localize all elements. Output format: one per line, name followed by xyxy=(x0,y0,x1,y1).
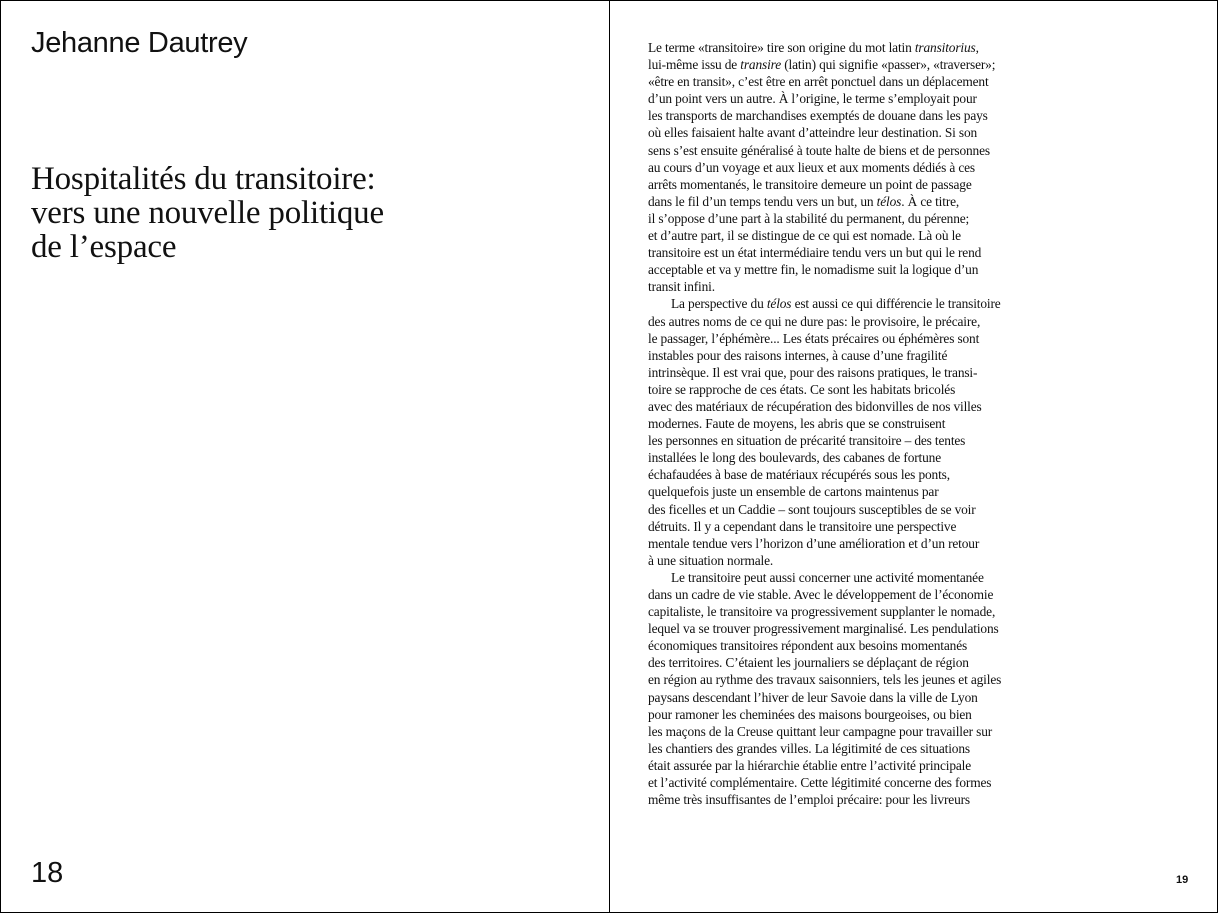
body-line: les personnes en situation de précarité transitoire – des tentes xyxy=(648,433,966,449)
body-line: acceptable et va y mettre fin, le nomadisme suit la logique d’un xyxy=(648,262,979,278)
body-line: installées le long des boulevards, des cabanes de fortune xyxy=(648,450,942,466)
body-line: lui-même issu de transire (latin) qui signifie «passer», «traverser»; xyxy=(648,57,996,73)
body-line: le passager, l’éphémère... Les états précaires ou éphémères sont xyxy=(648,330,980,346)
body-line: sens s’est ensuite généralisé à toute halte de biens et de personnes xyxy=(648,142,990,158)
body-line: détruits. Il y a cependant dans le transitoire une perspective xyxy=(648,518,957,534)
body-text xyxy=(648,39,1001,808)
body-line: même très insuffisantes de l’emploi précaire: pour les livreurs xyxy=(648,792,970,808)
body-line: au cours d’un voyage et aux lieux et aux moments dédiés à ces xyxy=(648,159,975,175)
body-line: modernes. Faute de moyens, les abris que se construisent xyxy=(648,416,946,432)
body-line: où elles faisaient halte avant d’atteindre leur destination. Si son xyxy=(648,125,978,141)
body-line: paysans descendant l’hiver de leur Savoie dans la ville de Lyon xyxy=(648,689,978,705)
body-line: instables pour des raisons internes, à cause d’une fragilité xyxy=(648,347,948,363)
body-line: mentale tendue vers l’horizon d’une amélioration et d’un retour xyxy=(648,535,980,551)
body-line: Le transitoire peut aussi concerner une activité momentanée xyxy=(671,569,984,585)
body-line: les transports de marchandises exemptés de douane dans les pays xyxy=(648,108,988,124)
chapter-title-line: Hospitalités du transitoire: xyxy=(31,161,376,197)
body-line: pour ramoner les cheminées des maisons bourgeoises, ou bien xyxy=(648,706,972,722)
author-name: Jehanne Dautrey xyxy=(31,27,248,59)
body-line: avec des matériaux de récupération des bidonvilles de nos villes xyxy=(648,398,982,414)
body-line: transitoire est un état intermédiaire tendu vers un but qui le rend xyxy=(648,245,982,261)
body-line: en région au rythme des travaux saisonniers, tels les jeunes et agiles xyxy=(648,672,1002,688)
body-line: Le terme «transitoire» tire son origine du mot latin transitorius, xyxy=(648,40,979,55)
body-line: capitaliste, le transitoire va progressivement supplanter le nomade, xyxy=(648,604,996,620)
body-line: La perspective du télos est aussi ce qui différencie le transitoire xyxy=(671,296,1001,312)
body-line: d’un point vers un autre. À l’origine, le terme s’employait pour xyxy=(648,91,977,107)
body-line: à une situation normale. xyxy=(648,552,774,568)
body-line: les chantiers des grandes villes. La légitimité de ces situations xyxy=(648,740,970,756)
body-line: toire se rapproche de ces états. Ce sont les habitats bricolés xyxy=(648,381,956,397)
body-line: transit infini. xyxy=(648,279,715,295)
body-line: des autres noms de ce qui ne dure pas: le provisoire, le précaire, xyxy=(648,313,981,329)
body-line: arrêts momentanés, le transitoire demeure un point de passage xyxy=(648,176,972,192)
body-line: économiques transitoires répondent aux besoins momentanés xyxy=(648,638,968,654)
body-line: des ficelles et un Caddie – sont toujours susceptibles de se voir xyxy=(648,501,976,517)
body-line: et l’activité complémentaire. Cette légitimité concerne des formes xyxy=(648,775,992,791)
page-number-right: 19 xyxy=(1176,874,1189,886)
body-line: intrinsèque. Il est vrai que, pour des raisons pratiques, le transi- xyxy=(648,364,978,380)
body-line: et d’autre part, il se distingue de ce qui est nomade. Là où le xyxy=(648,228,961,244)
body-line: était assurée par la hiérarchie établie entre l’activité principale xyxy=(648,757,972,773)
right-page xyxy=(610,0,1218,913)
body-line: lequel va se trouver progressivement marginalisé. Les pendulations xyxy=(648,621,999,637)
body-line: quelquefois juste un ensemble de cartons maintenus par xyxy=(648,484,939,500)
chapter-title-line: vers une nouvelle politique xyxy=(31,195,384,231)
body-line: il s’oppose d’une part à la stabilité du permanent, du pérenne; xyxy=(648,210,970,226)
body-line: échafaudées à base de matériaux récupérés sous les ponts, xyxy=(648,467,950,483)
chapter-title-line: de l’espace xyxy=(31,229,177,265)
body-line: des territoires. C’étaient les journaliers se déplaçant de région xyxy=(648,655,969,671)
body-line: les maçons de la Creuse quittant leur campagne pour travailler sur xyxy=(648,723,993,739)
body-line: dans un cadre de vie stable. Avec le développement de l’économie xyxy=(648,587,994,602)
body-line: «être en transit», c’est être en arrêt ponctuel dans un déplacement xyxy=(648,74,989,90)
page-number-left: 18 xyxy=(31,857,64,889)
chapter-title xyxy=(31,162,384,264)
body-line: dans le fil d’un temps tendu vers un but, un télos. À ce titre, xyxy=(648,193,960,209)
